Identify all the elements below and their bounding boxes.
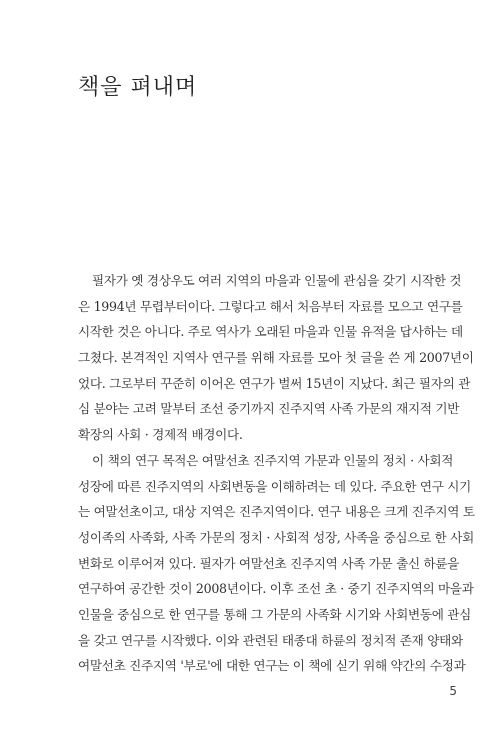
text-line: 심 분야는 고려 말부터 조선 중기까지 진주지역 사족 가문의 재지적 기반 <box>78 401 460 417</box>
text-line: 성이족의 사족화, 사족 가문의 정치 · 사회적 성장, 사족을 중심으로 한 사회 <box>78 529 474 545</box>
text-line: 연구하여 공간한 것이 2008년이다. 이후 조선 초 · 중기 진주지역의 마을과 <box>78 581 474 597</box>
text-line: 확장의 사회 · 경제적 배경이다. <box>78 427 243 443</box>
text-line: 필자가 옛 경상우도 여러 지역의 마을과 인물에 관심을 갖기 시작한 것 <box>92 273 462 288</box>
page-title: 책을 펴내며 <box>78 75 198 100</box>
text-line: 인물을 중심으로 한 연구를 통해 그 가문의 사족화 시기와 사회변동에 관심 <box>78 606 471 622</box>
preface-body <box>78 268 475 679</box>
text-line: 그쳤다. 본격적인 지역사 연구를 위해 자료를 모아 첫 글을 쓴 게 2007년이 <box>78 350 474 366</box>
text-line: 성장에 따른 진주지역의 사회변동을 이해하려는 데 있다. 주요한 연구 시기 <box>78 478 471 494</box>
text-line: 은 1994년 무렵부터이다. 그렇다고 해서 처음부터 자료를 모으고 연구를 <box>78 298 463 314</box>
page-number: 5 <box>449 684 457 698</box>
text-line: 었다. 그로부터 꾸준히 이어온 연구가 벌써 15년이 지났다. 최근 필자의 관 <box>78 375 471 391</box>
text-line: 는 여말선초이고, 대상 지역은 진주지역이다. 연구 내용은 크게 진주지역 토 <box>78 504 475 520</box>
text-line: 을 갖고 연구를 시작했다. 이와 관련된 태종대 하륜의 정치적 존재 양태와 <box>78 632 463 648</box>
text-line: 변화로 이루어져 있다. 필자가 여말선초 진주지역 사족 가문 출신 하륜을 <box>78 555 460 571</box>
text-line: 여말선초 진주지역 '부로'에 대한 연구는 이 책에 싣기 위해 약간의 수정과 <box>78 658 466 674</box>
text-line: 시작한 것은 아니다. 주로 역사가 오래된 마을과 인물 유적을 답사하는 데 <box>78 324 463 340</box>
text-line: 이 책의 연구 목적은 여말선초 진주지역 가문과 인물의 정치 · 사회적 <box>92 452 454 468</box>
